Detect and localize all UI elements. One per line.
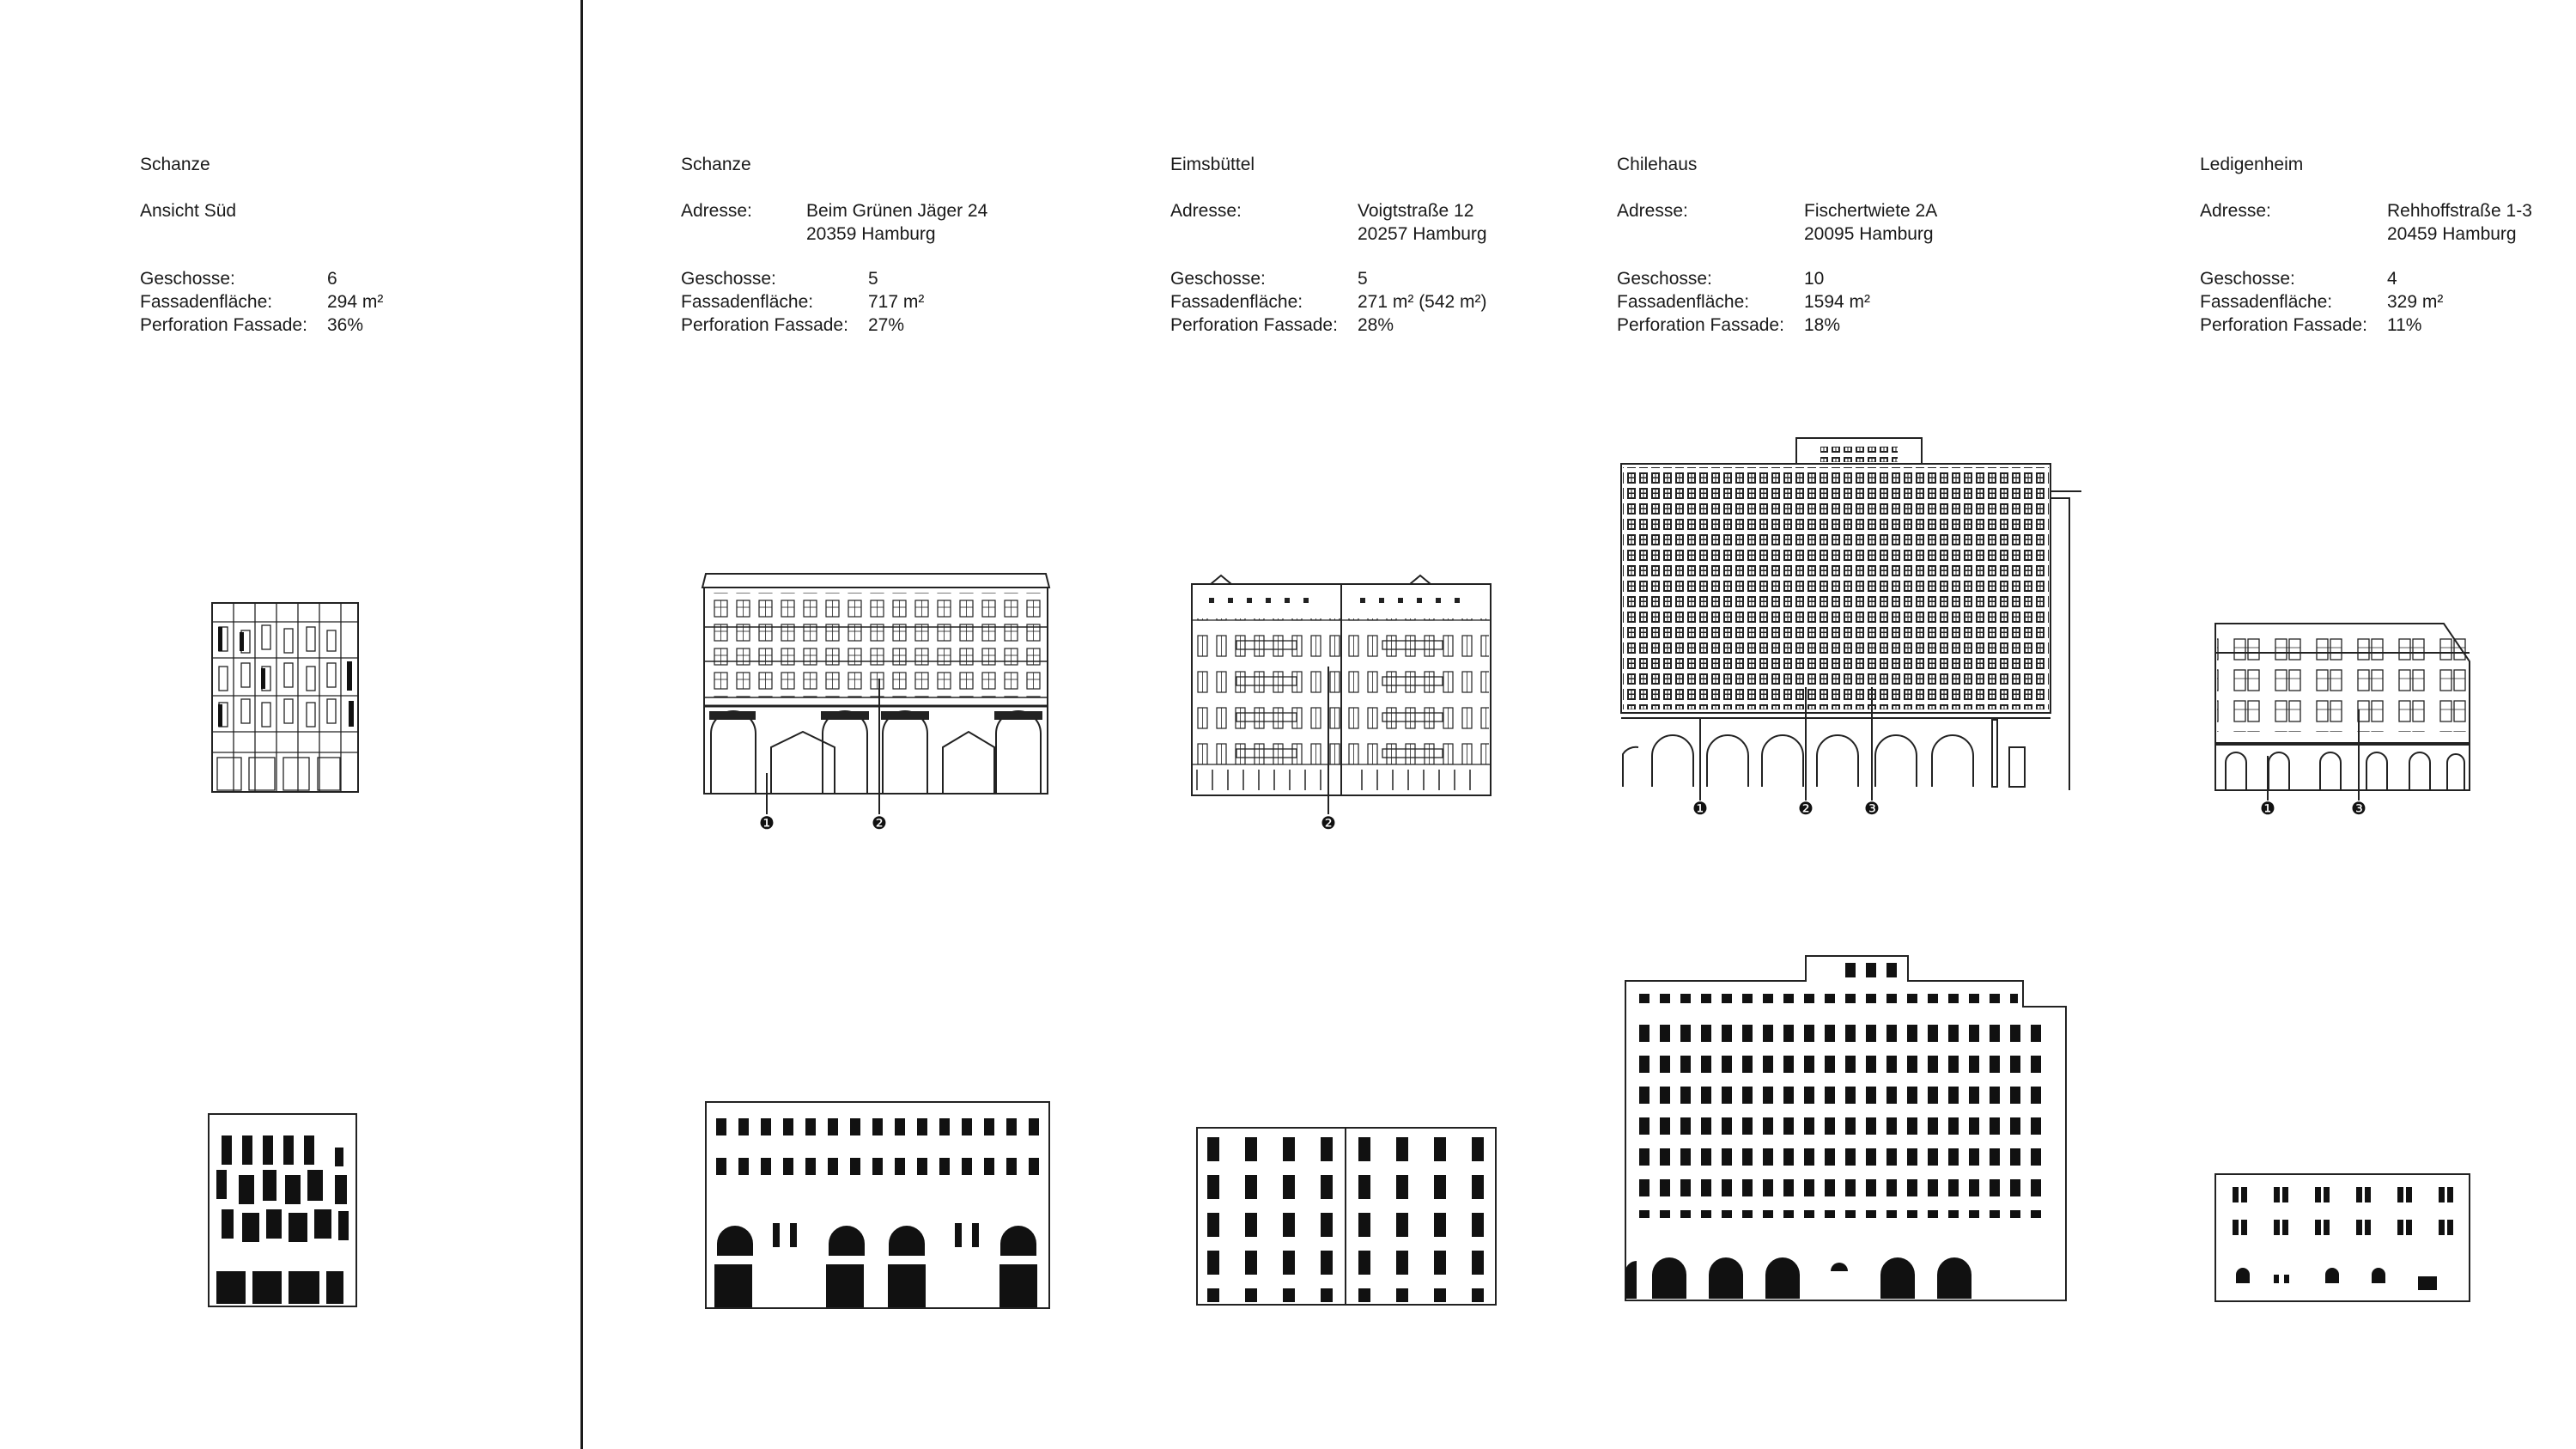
address-line-2: 20459 Hamburg xyxy=(2387,224,2517,244)
address-line-2: 20359 Hamburg xyxy=(806,224,936,244)
stat-label-floors: Geschosse: xyxy=(140,269,235,289)
stat-label-perforation: Perforation Fassade: xyxy=(140,315,307,335)
silhouette-ledigenheim xyxy=(2215,1174,2470,1301)
stat-label-area: Fassadenfläche: xyxy=(140,292,273,312)
elevation-drawing-schanze-south xyxy=(212,603,358,792)
address-line-1: Beim Grünen Jäger 24 xyxy=(806,201,988,221)
silhouette-schanze xyxy=(706,1102,1049,1308)
stat-value-floors: 4 xyxy=(2387,269,2397,289)
stat-label-area: Fassadenfläche: xyxy=(1170,292,1303,312)
marker-2: ❷ xyxy=(1798,798,1814,819)
stat-value-perforation: 11% xyxy=(2387,315,2422,335)
address-line-1: Voigtstraße 12 xyxy=(1358,201,1474,221)
stat-value-area: 294 m² xyxy=(327,292,384,312)
stat-value-perforation: 28% xyxy=(1358,315,1394,335)
stat-value-perforation: 36% xyxy=(327,315,364,335)
stat-label-floors: Geschosse: xyxy=(2200,269,2295,289)
stat-value-perforation: 18% xyxy=(1804,315,1841,335)
elevation-drawing-ledigenheim xyxy=(2215,624,2470,801)
stat-label-floors: Geschosse: xyxy=(1170,269,1266,289)
stat-label-perforation: Perforation Fassade: xyxy=(1617,315,1784,335)
marker-2: ❷ xyxy=(872,813,887,833)
address-label: Adresse: xyxy=(1617,201,1688,221)
building-name: Schanze xyxy=(681,155,751,174)
marker-3: ❸ xyxy=(1864,798,1880,819)
address-label: Adresse: xyxy=(681,201,752,221)
address-line-1: Rehhoffstraße 1-3 xyxy=(2387,201,2532,221)
stat-label-perforation: Perforation Fassade: xyxy=(681,315,848,335)
stat-value-floors: 5 xyxy=(868,269,878,289)
address-label: Adresse: xyxy=(2200,201,2271,221)
stat-value-perforation: 27% xyxy=(868,315,905,335)
stat-value-floors: 5 xyxy=(1358,269,1368,289)
stat-value-area: 329 m² xyxy=(2387,292,2444,312)
building-name: Schanze xyxy=(140,155,210,174)
marker-3: ❸ xyxy=(2351,798,2366,819)
address-label: Adresse: xyxy=(1170,201,1242,221)
view-subtitle: Ansicht Süd xyxy=(140,201,237,221)
stat-value-area: 1594 m² xyxy=(1804,292,1871,312)
marker-1: ❶ xyxy=(1692,798,1708,819)
building-name: Chilehaus xyxy=(1617,155,1698,174)
address-line-1: Fischertwiete 2A xyxy=(1804,201,1938,221)
stat-label-perforation: Perforation Fassade: xyxy=(2200,315,2367,335)
silhouette-schanze-south xyxy=(209,1114,356,1306)
elevation-drawing-chilehaus xyxy=(1621,438,2081,801)
stat-value-floors: 10 xyxy=(1804,269,1825,289)
marker-1: ❶ xyxy=(2260,798,2275,819)
silhouette-eimsbuettel xyxy=(1197,1128,1496,1305)
stat-label-area: Fassadenfläche: xyxy=(681,292,814,312)
marker-1: ❶ xyxy=(759,813,775,833)
elevation-drawing-schanze xyxy=(702,574,1049,814)
stat-label-area: Fassadenfläche: xyxy=(2200,292,2333,312)
elevation-drawing-eimsbuettel xyxy=(1192,575,1491,814)
building-name: Ledigenheim xyxy=(2200,155,2304,174)
stat-value-area: 717 m² xyxy=(868,292,925,312)
stat-value-area: 271 m² (542 m²) xyxy=(1358,292,1487,312)
stat-value-floors: 6 xyxy=(327,269,337,289)
address-line-2: 20095 Hamburg xyxy=(1804,224,1934,244)
address-line-2: 20257 Hamburg xyxy=(1358,224,1487,244)
stat-label-area: Fassadenfläche: xyxy=(1617,292,1750,312)
marker-2: ❷ xyxy=(1321,813,1336,833)
stat-label-floors: Geschosse: xyxy=(681,269,776,289)
stat-label-perforation: Perforation Fassade: xyxy=(1170,315,1338,335)
building-name: Eimsbüttel xyxy=(1170,155,1255,174)
stat-label-floors: Geschosse: xyxy=(1617,269,1712,289)
silhouette-chilehaus xyxy=(1625,956,2066,1300)
